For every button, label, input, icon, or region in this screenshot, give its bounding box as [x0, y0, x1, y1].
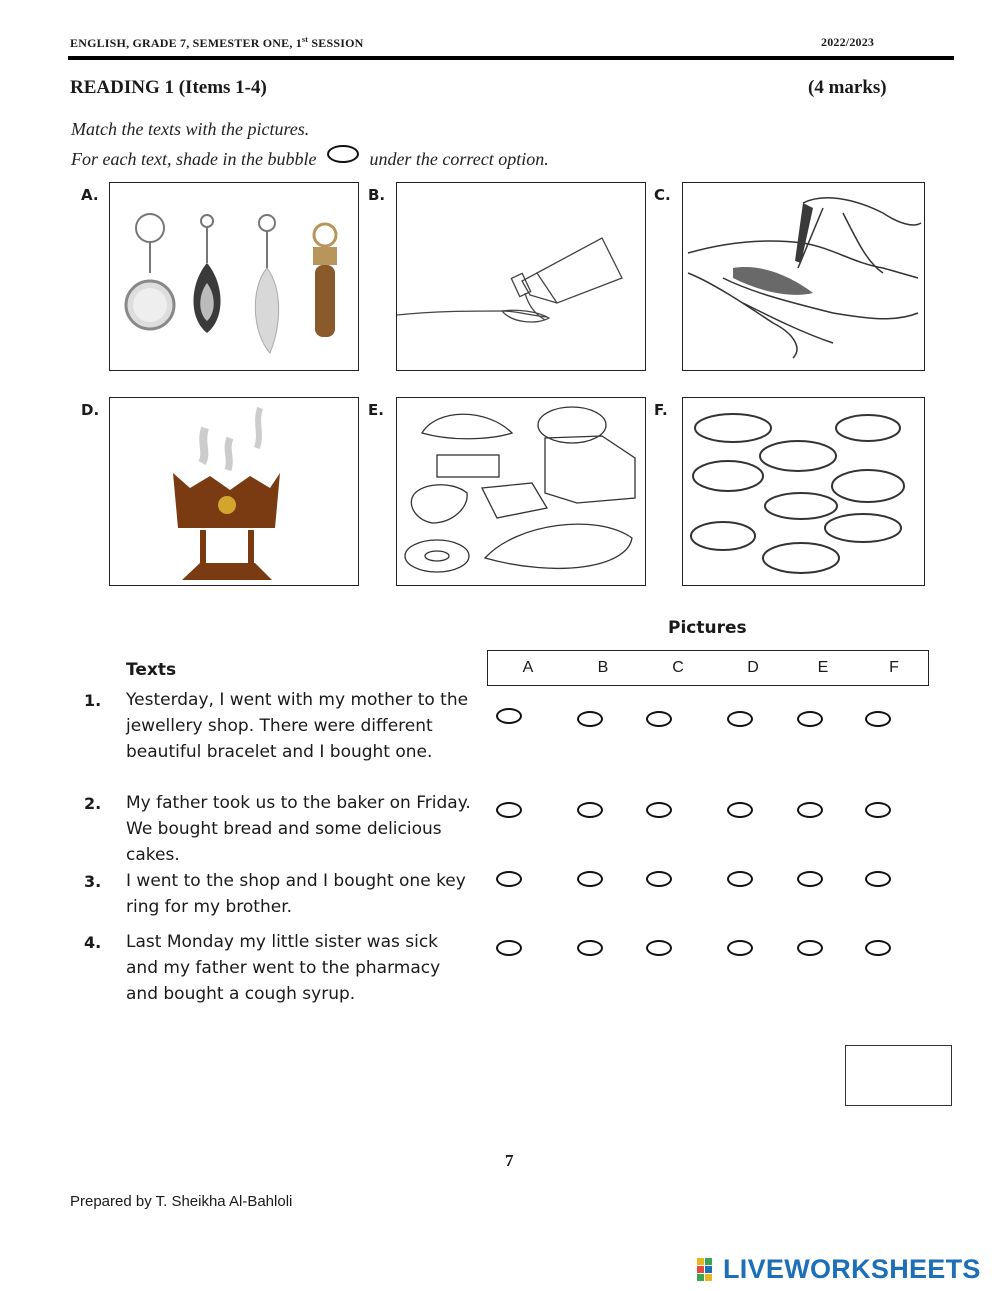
item-number-3: 3.	[84, 872, 102, 891]
bread-pastries-image	[396, 397, 646, 586]
bubble-1-a[interactable]	[496, 708, 522, 724]
bubble-3-b[interactable]	[577, 871, 603, 887]
bracelets-image	[682, 397, 925, 586]
picture-label-c: C.	[654, 186, 671, 204]
page-number: 7	[505, 1151, 514, 1170]
bubble-4-e[interactable]	[797, 940, 823, 956]
bubble-4-f[interactable]	[865, 940, 891, 956]
header-title: ENGLISH, GRADE 7, SEMESTER ONE, 1st SESSION	[70, 35, 364, 50]
bubble-1-e[interactable]	[797, 711, 823, 727]
henna-hand-image	[682, 182, 925, 371]
prepared-by: Prepared by T. Sheikha Al-Bahloli	[70, 1193, 293, 1210]
bubble-4-b[interactable]	[577, 940, 603, 956]
header-year: 2022/2023	[821, 35, 875, 49]
picture-label-e: E.	[368, 401, 384, 419]
bubble-example-icon	[327, 145, 359, 163]
item-number-2: 2.	[84, 794, 102, 813]
liveworksheets-brand: LIVEWORKSHEETS	[723, 1254, 981, 1284]
picture-label-b: B.	[368, 186, 386, 204]
item-number-4: 4.	[84, 933, 102, 952]
bubble-3-e[interactable]	[797, 871, 823, 887]
picture-label-a: A.	[81, 186, 99, 204]
column-d: D	[747, 659, 759, 676]
section-title: READING 1 (Items 1-4)	[70, 77, 267, 98]
syrup-bottle-image	[396, 182, 646, 371]
bubble-1-b[interactable]	[577, 711, 603, 727]
bubble-2-d[interactable]	[727, 802, 753, 818]
keyrings-image	[109, 182, 359, 371]
bubble-3-f[interactable]	[865, 871, 891, 887]
column-a: A	[522, 659, 534, 676]
column-c: C	[672, 659, 684, 676]
bubble-1-d[interactable]	[727, 711, 753, 727]
column-f: F	[889, 659, 899, 676]
column-e: E	[817, 659, 829, 676]
section-marks: (4 marks)	[808, 77, 887, 98]
incense-burner-image	[109, 397, 359, 586]
score-box	[845, 1045, 952, 1106]
bubble-4-c[interactable]	[646, 940, 672, 956]
bubble-4-a[interactable]	[496, 940, 522, 956]
bubble-3-c[interactable]	[646, 871, 672, 887]
header-rule	[68, 56, 954, 60]
column-b: B	[597, 659, 609, 676]
bubble-3-d[interactable]	[727, 871, 753, 887]
bubble-1-c[interactable]	[646, 711, 672, 727]
bubble-1-f[interactable]	[865, 711, 891, 727]
bubble-3-a[interactable]	[496, 871, 522, 887]
item-text-2: My father took us to the baker on Friday. We bought bread and some delicious cakes.	[126, 793, 471, 865]
bubble-2-c[interactable]	[646, 802, 672, 818]
item-text-4: Last Monday my little sister was sick and my father went to the pharmacy and bought a cough syrup.	[126, 932, 441, 1004]
item-text-1: Yesterday, I went with my mother to the jewellery shop. There were different beautiful bracelet and I bought one.	[126, 690, 469, 762]
picture-label-d: D.	[81, 401, 100, 419]
picture-label-f: F.	[654, 401, 668, 419]
pictures-heading: Pictures	[668, 618, 747, 638]
texts-heading: Texts	[126, 660, 177, 680]
bubble-2-b[interactable]	[577, 802, 603, 818]
bubble-2-a[interactable]	[496, 802, 522, 818]
instruction-line-1: Match the texts with the pictures.	[71, 119, 310, 139]
instruction-line-2: For each text, shade in the bubble under the correct option.	[71, 145, 549, 170]
bubble-2-f[interactable]	[865, 802, 891, 818]
item-number-1: 1.	[84, 691, 102, 710]
liveworksheets-logo-icon	[697, 1258, 721, 1282]
item-text-3: I went to the shop and I bought one key ring for my brother.	[126, 871, 466, 917]
options-header-row	[487, 650, 929, 686]
bubble-2-e[interactable]	[797, 802, 823, 818]
bubble-4-d[interactable]	[727, 940, 753, 956]
